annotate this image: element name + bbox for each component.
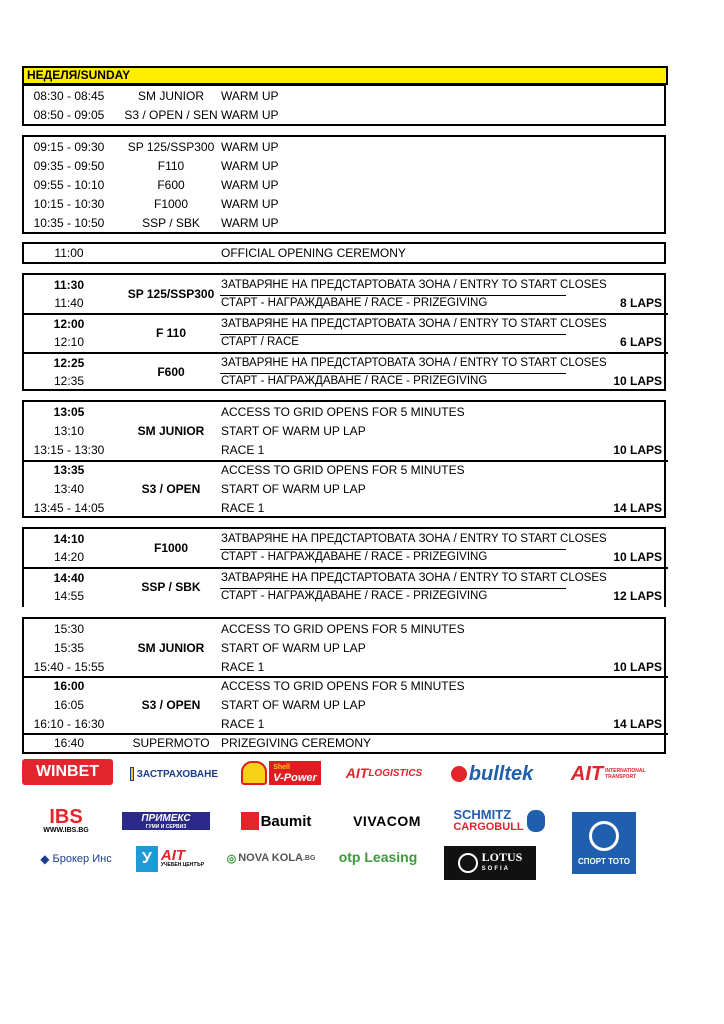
ait-icon: AIT: [345, 765, 369, 781]
ait-transport-logo: [558, 762, 662, 786]
laps-count: 12 LAPS: [613, 589, 662, 603]
row-class: SUPERMOTO: [132, 736, 210, 750]
warmup-block-1: [22, 84, 666, 126]
lotus-sub-text: SOFIA: [481, 866, 510, 872]
race-entry: [24, 480, 664, 499]
entry-desc: START OF WARM UP LAP: [221, 424, 366, 438]
entry-time: 15:30: [53, 622, 85, 636]
entry-desc: ЗАТВАРЯНЕ НА ПРЕДСТАРТОВАТА ЗОНА / ENTRY TO START CLOSES: [221, 533, 607, 545]
ait-uchebni-logo: [128, 844, 212, 874]
row-desc: WARM UP: [221, 216, 279, 230]
ait-transport-text: INTERNATIONAL TRANSPORT: [605, 768, 646, 780]
entry-time: 14:55: [53, 589, 85, 603]
row-desc: PRIZEGIVING CEREMONY: [221, 736, 372, 750]
ibs-text: IBS: [49, 806, 83, 828]
race-entry: [24, 403, 664, 422]
race-entry: [24, 639, 664, 658]
lotus-text: LOTUS: [481, 850, 523, 864]
primeks-logo: [122, 812, 210, 830]
race-block-2: [22, 400, 666, 518]
row-desc: WARM UP: [221, 140, 279, 154]
race-entry: [24, 422, 664, 441]
entry-desc: ЗАТВАРЯНЕ НА ПРЕДСТАРТОВАТА ЗОНА / ENTRY TO START CLOSES: [221, 357, 607, 369]
row-time: 10:35 - 10:50: [33, 216, 105, 230]
row-desc: OFFICIAL OPENING CEREMONY: [221, 246, 406, 260]
schmitz-text: SCHMITZ: [453, 807, 512, 822]
sport-toto-logo: [572, 812, 636, 874]
race-entry: [24, 372, 664, 391]
bulltek-text: bulltek: [468, 762, 534, 785]
row-class: SM JUNIOR: [138, 89, 204, 103]
schmitz-logo: [450, 804, 548, 838]
race-class: F600: [157, 365, 185, 379]
ait-icon: AIT: [160, 847, 186, 864]
race-block-1: [22, 273, 666, 391]
race-class: SM JUNIOR: [137, 424, 205, 438]
race-class: SSP / SBK: [141, 580, 201, 594]
vpower-text: V-Power: [273, 771, 317, 784]
ibs-url-text: WWW.IBS.BG: [43, 827, 89, 834]
shell-icon: [241, 761, 267, 785]
opening-ceremony-block: [22, 242, 666, 264]
winbet-text: WINBET: [35, 763, 100, 780]
entry-time: 12:35: [53, 374, 85, 388]
zastrahovane-text: ЗАСТРАХОВАНЕ: [136, 768, 218, 780]
entry-desc: RACE 1: [221, 501, 265, 515]
entry-time: 12:00: [53, 317, 85, 331]
shield-icon: [130, 767, 134, 781]
diamond-icon: ◆: [40, 852, 50, 866]
entry-time: 13:35: [53, 463, 85, 477]
shell-text: Shell: [273, 763, 290, 771]
entry-desc: СТАРТ - НАГРАЖДАВАНЕ / RACE - PRIZEGIVING: [221, 375, 488, 387]
entry-desc: RACE 1: [221, 717, 265, 731]
entry-time: 16:10 - 16:30: [33, 717, 105, 731]
laps-count: 10 LAPS: [613, 443, 662, 457]
zastrahovane-logo: [130, 765, 218, 783]
race-class: SP 125/SSP300: [127, 287, 215, 301]
row-time: 09:55 - 10:10: [33, 178, 105, 192]
warmup-block-2: [22, 135, 666, 234]
race-entry: [24, 354, 664, 373]
entry-time: 16:00: [53, 679, 85, 693]
laps-count: 14 LAPS: [613, 717, 662, 731]
entry-desc: START OF WARM UP LAP: [221, 482, 366, 496]
race-entry: [24, 696, 664, 715]
vivacom-text: VIVACOM: [353, 813, 421, 829]
vivacom-logo: [341, 810, 433, 832]
day-header-label: НЕДЕЛЯ/SUNDAY: [27, 68, 131, 82]
race-entry: [24, 276, 664, 295]
race-class: F1000: [153, 541, 189, 555]
entry-desc: ЗАТВАРЯНЕ НА ПРЕДСТАРТОВАТА ЗОНА / ENTRY TO START CLOSES: [221, 279, 607, 291]
row-class: SP 125/SSP300: [127, 140, 215, 154]
row-desc: WARM UP: [221, 108, 279, 122]
entry-time: 15:35: [53, 641, 85, 655]
laps-count: 10 LAPS: [613, 374, 662, 388]
winbet-logo: [22, 759, 113, 785]
broker-ins-logo: [30, 848, 122, 870]
row-desc: WARM UP: [221, 197, 279, 211]
wheel-icon: ◎: [226, 852, 237, 865]
laps-count: 10 LAPS: [613, 660, 662, 674]
entry-time: 12:10: [53, 335, 85, 349]
race-class: F 110: [155, 326, 187, 340]
entry-desc: ACCESS TO GRID OPENS FOR 5 MINUTES: [221, 622, 465, 636]
novakola-text: NOVA KOLA: [238, 852, 303, 864]
entry-time: 13:45 - 14:05: [33, 501, 105, 515]
race-entry: [24, 587, 664, 606]
row-class: F600: [157, 178, 185, 192]
row-time: 08:30 - 08:45: [33, 89, 105, 103]
u-icon: У: [136, 846, 158, 872]
race-entry: [24, 499, 664, 518]
entry-time: 13:10: [53, 424, 85, 438]
race-entry: [24, 569, 664, 588]
row-class: S3 / OPEN / SEN: [124, 108, 218, 122]
laps-count: 14 LAPS: [613, 501, 662, 515]
row-class: F110: [157, 159, 185, 173]
baumit-icon: [241, 812, 259, 830]
race-entry: [24, 658, 664, 677]
race-class: S3 / OPEN: [141, 698, 201, 712]
ait-icon: AIT: [570, 762, 604, 785]
broker-text: Брокер Инс: [52, 853, 112, 865]
row-class: F1000: [153, 197, 189, 211]
row-class: SSP / SBK: [142, 216, 200, 230]
entry-time: 14:20: [53, 550, 85, 564]
shell-vpower-logo: [236, 759, 326, 786]
race-entry: [24, 333, 664, 352]
lotus-icon: [458, 853, 478, 873]
novakola-logo: [222, 848, 320, 868]
lotus-logo: [444, 846, 536, 880]
entry-desc: ACCESS TO GRID OPENS FOR 5 MINUTES: [221, 463, 465, 477]
race-block-3: [22, 527, 666, 607]
row-time: 09:35 - 09:50: [33, 159, 105, 173]
entry-desc: ЗАТВАРЯНЕ НА ПРЕДСТАРТОВАТА ЗОНА / ENTRY TO START CLOSES: [221, 318, 607, 330]
schedule-row: [24, 734, 664, 753]
entry-time: 12:25: [53, 356, 85, 370]
entry-desc: ACCESS TO GRID OPENS FOR 5 MINUTES: [221, 405, 465, 419]
bulltek-logo: [442, 754, 542, 794]
entry-time: 13:40: [53, 482, 85, 496]
entry-time: 14:40: [53, 571, 85, 585]
uchebni-text: УЧЕБЕН ЦЕНТЪР: [160, 862, 205, 868]
sport-toto-text: СПОРТ ТОТО: [578, 856, 630, 866]
entry-desc: RACE 1: [221, 443, 265, 457]
entry-desc: СТАРТ / RACE: [221, 336, 299, 348]
row-time: 10:15 - 10:30: [33, 197, 105, 211]
entry-time: 14:10: [53, 532, 85, 546]
entry-desc: ЗАТВАРЯНЕ НА ПРЕДСТАРТОВАТА ЗОНА / ENTRY TO START CLOSES: [221, 572, 607, 584]
race-class: SM JUNIOR: [137, 641, 205, 655]
entry-time: 13:15 - 13:30: [33, 443, 105, 457]
schedule-row: [24, 87, 664, 106]
baumit-logo: [232, 808, 320, 834]
row-time: 08:50 - 09:05: [33, 108, 105, 122]
row-desc: WARM UP: [221, 89, 279, 103]
laps-count: 8 LAPS: [619, 296, 662, 310]
entry-desc: ACCESS TO GRID OPENS FOR 5 MINUTES: [221, 679, 465, 693]
entry-desc: START OF WARM UP LAP: [221, 641, 366, 655]
race-block-4: [22, 617, 666, 754]
laps-count: 6 LAPS: [619, 335, 662, 349]
elephant-icon: [527, 810, 545, 832]
cargobull-text: CARGOBULL: [453, 821, 524, 833]
novakola-bg-text: .BG: [302, 854, 316, 862]
entry-desc: RACE 1: [221, 660, 265, 674]
bull-icon: [451, 766, 467, 782]
entry-time: 11:30: [53, 278, 85, 292]
primeks-text: ПРИМЕКС: [141, 812, 191, 824]
race-entry: [24, 677, 664, 696]
entry-desc: СТАРТ - НАГРАЖДАВАНЕ / RACE - PRIZEGIVING: [221, 590, 488, 602]
row-time: 16:40: [53, 736, 85, 750]
entry-desc: СТАРТ - НАГРАЖДАВАНЕ / RACE - PRIZEGIVING: [221, 551, 488, 563]
day-header: [22, 66, 668, 85]
otp-text: otp Leasing: [338, 849, 418, 865]
race-entry: [24, 620, 664, 639]
entry-time: 11:40: [54, 296, 84, 310]
race-entry: [24, 715, 664, 734]
entry-time: 15:40 - 15:55: [33, 660, 105, 674]
race-entry: [24, 548, 664, 567]
entry-time: 13:05: [53, 405, 85, 419]
entry-time: 16:05: [53, 698, 85, 712]
schedule-row: [24, 106, 664, 125]
baumit-text: Baumit: [260, 812, 312, 830]
row-desc: WARM UP: [221, 178, 279, 192]
race-entry: [24, 441, 664, 460]
race-entry: [24, 461, 664, 480]
globe-icon: [589, 821, 619, 851]
row-desc: WARM UP: [221, 159, 279, 173]
row-time: 11:00: [54, 246, 84, 260]
ait-logistics-text: LOGISTICS: [368, 767, 423, 779]
laps-count: 10 LAPS: [613, 550, 662, 564]
primeks-sub-text: ГУМИ И СЕРВИЗ: [145, 823, 187, 830]
entry-desc: СТАРТ - НАГРАЖДАВАНЕ / RACE - PRIZEGIVING: [221, 297, 488, 309]
race-class: S3 / OPEN: [141, 482, 201, 496]
ibs-logo: [30, 806, 102, 836]
race-entry: [24, 530, 664, 549]
race-entry: [24, 315, 664, 334]
ait-logistics-logo: [340, 763, 428, 783]
otp-leasing-logo: [326, 846, 430, 868]
race-entry: [24, 294, 664, 313]
entry-desc: START OF WARM UP LAP: [221, 698, 366, 712]
row-time: 09:15 - 09:30: [33, 140, 105, 154]
